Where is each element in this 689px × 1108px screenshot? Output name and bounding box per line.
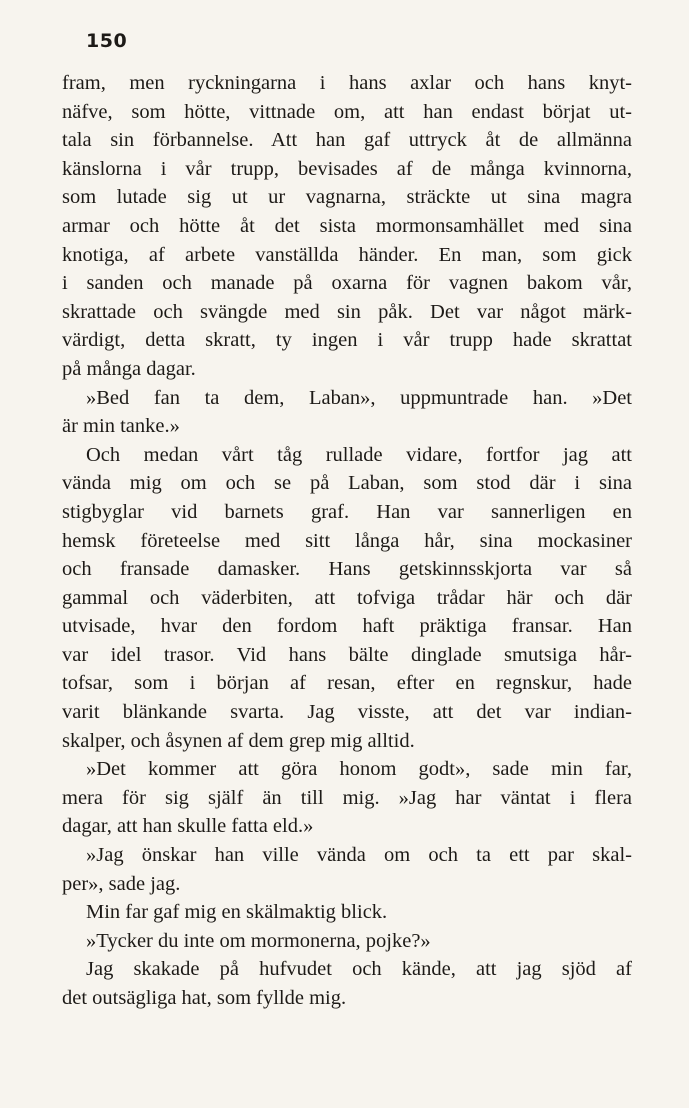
text-line: skalper, och åsynen af dem grep mig alltid. [62, 729, 415, 752]
text-line: armar och hötte åt det sista mormonsamhället med sina [62, 214, 632, 237]
text-line: det outsägliga hat, som fyllde mig. [62, 987, 347, 1009]
text-line: »Det kommer att göra honom godt», sade min far, [86, 758, 632, 781]
text-line: gammal och väderbiten, att tofviga trådar här och där [62, 586, 632, 609]
text-line: Jag skakade på hufvudet och kände, att jag sjöd af [86, 958, 632, 981]
text-line: tofsar, som i början af resan, efter en regnskur, hade [62, 672, 632, 695]
text-line: näfve, som hötte, vittnade om, att han endast börjat ut- [62, 100, 632, 123]
text-line: är min tanke.» [62, 415, 180, 438]
text-line: fram, men ryckningarna i hans axlar och hans knyt- [62, 72, 632, 94]
text-line: värdigt, detta skratt, ty ingen i vår trupp hade skrattat [62, 329, 632, 352]
text-line: var idel trasor. Vid hans bälte dinglade smutsiga hår- [62, 643, 632, 666]
body-text [62, 69, 632, 1013]
text-line: vända mig om och se på Laban, som stod där i sina [62, 472, 632, 495]
text-line: Min far gaf mig en skälmaktig blick. [86, 901, 388, 924]
text-line: »Bed fan ta dem, Laban», uppmuntrade han. »Det [86, 386, 632, 409]
text-line: i sanden och manade på oxarna för vagnen bakom vår, [62, 272, 632, 295]
text-line: stigbyglar vid barnets graf. Han var sannerligen en [62, 500, 632, 523]
text-line: utvisade, hvar den fordom haft präktiga fransar. Han [62, 615, 632, 638]
text-line: »Jag önskar han ville vända om och ta ett par skal- [86, 844, 632, 867]
text-line: dagar, att han skulle fatta eld.» [62, 815, 314, 838]
text-line: Och medan vårt tåg rullade vidare, fortfor jag att [86, 443, 632, 466]
text-line: mera för sig själf än till mig. »Jag har väntat i flera [62, 786, 632, 809]
text-line: hemsk företeelse med sitt långa hår, sina mockasiner [62, 529, 632, 552]
text-line: och fransade damasker. Hans getskinnsskjorta var så [62, 558, 632, 581]
text-line: varit blänkande svarta. Jag visste, att det var indian- [62, 701, 632, 724]
text-line: per», sade jag. [62, 872, 181, 895]
text-line: på många dagar. [62, 357, 196, 380]
text-line: som lutade sig ut ur vagnarna, sträckte ut sina magra [62, 186, 632, 209]
page-number: 150 [86, 30, 128, 52]
text-line: tala sin förbannelse. Att han gaf uttryck åt de allmänna [62, 129, 632, 152]
text-line: knotiga, af arbete vanställda händer. En man, som gick [62, 243, 632, 266]
text-line: skrattade och svängde med sin påk. Det var något märk- [62, 300, 632, 323]
text-line: känslorna i vår trupp, bevisades af de många kvinnorna, [62, 157, 632, 180]
text-line: »Tycker du inte om mormonerna, pojke?» [86, 929, 431, 952]
